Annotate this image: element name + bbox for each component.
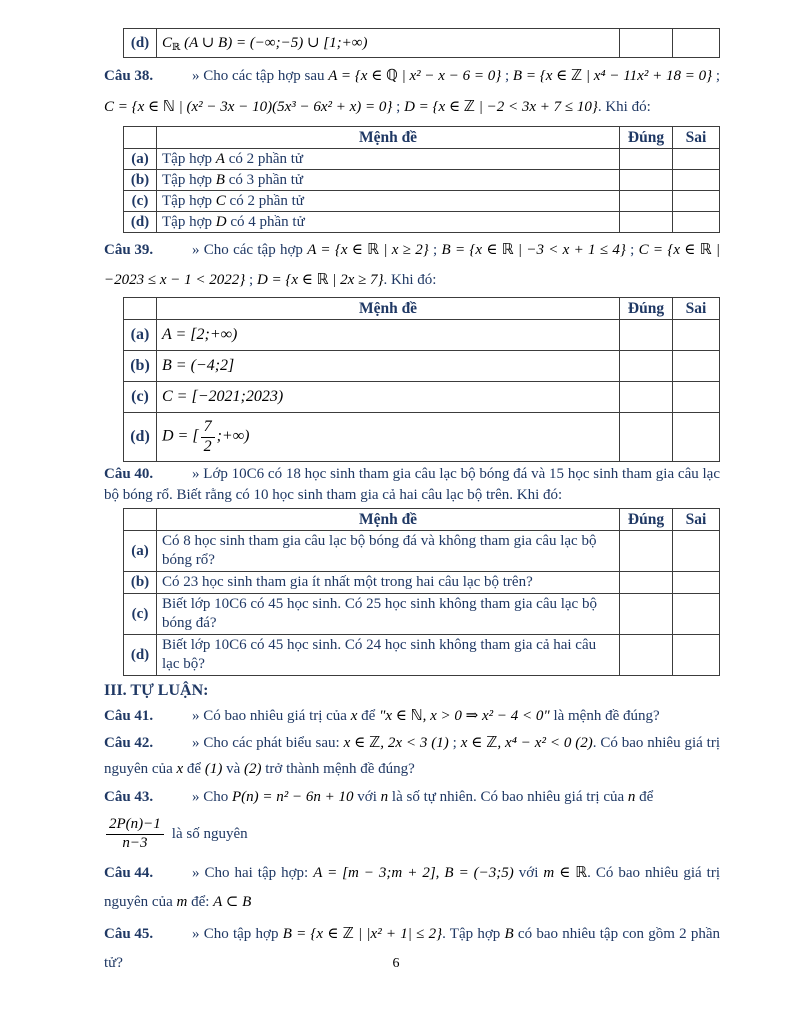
text-segment: có 2 phần tử	[225, 192, 304, 209]
table-row	[124, 572, 720, 594]
text-segment: Tập hợp	[162, 213, 216, 230]
true-cell	[620, 531, 673, 572]
true-cell	[620, 29, 673, 58]
table-row	[124, 320, 720, 351]
math-segment: C	[215, 192, 226, 209]
question-38-body	[104, 68, 720, 115]
question-44-body	[104, 865, 720, 910]
table-row	[124, 413, 720, 462]
math-segment: x	[176, 761, 184, 777]
false-cell	[673, 351, 720, 382]
text-segment: là số tự nhiên. Có bao nhiêu giá trị của	[388, 789, 628, 805]
text-segment: . Có bao nhiêu giá trị nguyên của	[104, 735, 721, 777]
math-segment: m ∈ ℝ	[543, 865, 588, 881]
math-segment: C = {x ∈ ℕ | (x² − 3x − 10)(5x³ − 6x² + x) = 0}	[104, 99, 393, 115]
statement-cell	[157, 572, 620, 594]
page-number: 6	[392, 956, 400, 971]
text-segment: ;	[448, 735, 461, 751]
math-segment: (A ∪ B) = (−∞;−5) ∪ [1;+∞)	[180, 35, 368, 51]
statement-cell	[157, 351, 620, 382]
question-41-label: Câu 41.	[104, 708, 154, 724]
table-header-row	[124, 298, 720, 320]
question-44-label: Câu 44.	[104, 865, 154, 881]
math-segment: A = {x ∈ ℚ | x² − x − 6 = 0}	[328, 68, 502, 84]
math-segment: x ∈ ℤ, x⁴ − x² < 0 (2)	[460, 735, 593, 751]
text-segment: có bao nhiêu tập con gồm 2 phần tử?	[104, 926, 721, 971]
math-segment: B = {x ∈ ℤ | |x² + 1| ≤ 2}	[282, 926, 443, 942]
question-40	[104, 464, 720, 506]
text-segment: . Tập hợp	[442, 926, 505, 942]
true-header: Đúng	[620, 298, 673, 320]
false-cell	[673, 170, 720, 191]
text-segment: » Cho tập hợp	[192, 926, 283, 942]
text-segment: để	[183, 761, 205, 777]
table-header-row	[124, 509, 720, 531]
text-segment: » Cho các tập hợp sau	[192, 68, 329, 84]
statement-cell	[157, 413, 620, 462]
statement-cell	[157, 594, 620, 635]
text-segment: là mệnh đề đúng?	[549, 708, 660, 724]
statement-header: Mệnh đề	[157, 509, 620, 531]
text-segment: ;	[392, 99, 405, 115]
false-cell	[673, 531, 720, 572]
question-43	[104, 785, 720, 809]
true-cell	[620, 594, 673, 635]
partial-answer-table	[123, 28, 720, 58]
statement-cell	[157, 382, 620, 413]
false-cell	[673, 572, 720, 594]
text-segment: để	[357, 708, 380, 724]
math-segment: D = {x ∈ ℤ | −2 < 3x + 7 ≤ 10}	[404, 99, 598, 115]
true-header: Đúng	[620, 509, 673, 531]
row-letter: (c)	[124, 191, 157, 212]
statement-cell	[157, 320, 620, 351]
row-letter: (d)	[124, 635, 157, 676]
math-segment: A = [m − 3;m + 2], B = (−3;5)	[313, 865, 514, 881]
text-segment: Tập hợp	[162, 171, 216, 188]
text-segment: ;	[501, 68, 513, 84]
answer-table-39	[123, 297, 720, 462]
text-segment: Tập hợp	[162, 150, 216, 167]
text-segment: để	[635, 789, 654, 805]
statement-cell	[157, 29, 620, 58]
true-cell	[620, 191, 673, 212]
row-letter: (d)	[124, 212, 157, 233]
math-segment: B = {x ∈ ℤ | x⁴ − 11x² + 18 = 0}	[512, 68, 713, 84]
math-segment: (2)	[244, 761, 262, 777]
true-cell	[620, 351, 673, 382]
text-segment: ;	[245, 272, 257, 288]
true-cell	[620, 635, 673, 676]
math-segment: n	[380, 789, 389, 805]
text-segment: Có 23 học sinh tham gia ít nhất một trong hai câu lạc bộ trên?	[162, 574, 533, 590]
text-segment: với	[513, 865, 544, 881]
math-subscript: ℝ	[172, 42, 181, 53]
math-segment: x	[350, 708, 358, 724]
text-segment: » Cho	[192, 789, 233, 805]
text-segment: » Cho các tập hợp	[192, 242, 308, 258]
letter-header	[124, 127, 157, 149]
true-cell	[620, 212, 673, 233]
math-segment: D = [	[162, 427, 199, 445]
statement-cell	[157, 212, 620, 233]
question-42-label: Câu 42.	[104, 735, 154, 751]
math-segment: x ∈ ℤ, 2x < 3 (1)	[343, 735, 449, 751]
math-segment: A	[215, 150, 225, 167]
question-42	[104, 730, 720, 782]
math-segment: B	[215, 171, 225, 188]
table-row	[124, 149, 720, 170]
row-letter: (d)	[124, 29, 157, 58]
text-segment: Biết lớp 10C6 có 45 học sinh. Có 24 học sinh không tham gia cả hai câu lạc bộ?	[162, 637, 597, 672]
false-header: Sai	[673, 509, 720, 531]
question-39-label: Câu 39.	[104, 242, 154, 258]
true-cell	[620, 320, 673, 351]
table-header-row	[124, 127, 720, 149]
false-header: Sai	[673, 298, 720, 320]
row-letter: (c)	[124, 382, 157, 413]
math-segment: C = [−2021;2023)	[162, 388, 284, 405]
row-letter: (a)	[124, 531, 157, 572]
true-cell	[620, 382, 673, 413]
row-letter: (a)	[124, 149, 157, 170]
question-38	[104, 61, 720, 123]
table-row	[124, 212, 720, 233]
text-segment: Có 8 học sinh tham gia câu lạc bộ bóng đá và không tham gia câu lạc bộ bóng rổ?	[162, 533, 597, 568]
math-segment: D = {x ∈ ℝ | 2x ≥ 7}	[256, 272, 384, 288]
math-segment: A = [2;+∞)	[162, 326, 238, 343]
question-43-body	[192, 789, 653, 805]
fraction: $\frac{2P(n)-1}{n-3}$	[106, 816, 164, 852]
text-segment: » Có bao nhiêu giá trị của	[192, 708, 351, 724]
question-44	[104, 859, 720, 917]
table-row	[124, 594, 720, 635]
text-segment: » Cho các phát biểu sau:	[192, 735, 344, 751]
math-segment: (1)	[204, 761, 223, 777]
answer-table-38	[123, 126, 720, 233]
math-segment: B	[504, 926, 514, 942]
math-segment: C	[162, 35, 173, 51]
text-segment: với	[353, 789, 381, 805]
table-row	[124, 29, 720, 58]
question-40-label: Câu 40.	[104, 466, 154, 482]
question-40-body	[104, 466, 720, 503]
text-segment: . Có bao nhiêu giá trị nguyên của	[104, 865, 720, 910]
row-letter: (b)	[124, 572, 157, 594]
row-letter: (c)	[124, 594, 157, 635]
false-cell	[673, 29, 720, 58]
text-segment: » Cho hai tập hợp:	[192, 865, 314, 881]
text-segment: ;	[428, 242, 442, 258]
letter-header	[124, 298, 157, 320]
table-row	[124, 170, 720, 191]
letter-header	[124, 509, 157, 531]
true-cell	[620, 170, 673, 191]
question-43-continued	[104, 812, 720, 856]
question-43-label: Câu 43.	[104, 789, 154, 805]
text-segment: có 4 phần tử	[226, 213, 305, 230]
math-segment: B = {x ∈ ℝ | −3 < x + 1 ≤ 4}	[441, 242, 626, 258]
math-segment: n	[627, 789, 636, 805]
text-segment: . Khi đó:	[383, 272, 437, 288]
text-segment: Biết lớp 10C6 có 45 học sinh. Có 25 học sinh không tham gia câu lạc bộ bóng đá?	[162, 596, 597, 631]
question-42-body	[104, 735, 720, 777]
text-segment: ;	[712, 68, 721, 84]
math-segment: m	[176, 894, 188, 910]
question-41	[104, 704, 720, 728]
question-39	[104, 235, 720, 295]
row-letter: (a)	[124, 320, 157, 351]
answer-table-40	[123, 508, 720, 676]
text-segment: Tập hợp	[162, 192, 216, 209]
text-segment: ;	[625, 242, 639, 258]
math-segment: D	[215, 213, 227, 230]
question-39-body	[104, 242, 720, 288]
section-heading-tu-luan: III. TỰ LUẬN:	[104, 682, 209, 699]
text-segment: có 3 phần tử	[224, 171, 304, 188]
statement-cell	[157, 149, 620, 170]
text-segment: là số nguyên	[171, 826, 248, 842]
table-row	[124, 382, 720, 413]
question-45-label: Câu 45.	[104, 926, 154, 942]
math-segment: A = {x ∈ ℝ | x ≥ 2}	[307, 242, 429, 258]
math-segment: "x ∈ ℕ, x > 0 ⇒ x² − 4 < 0"	[379, 708, 550, 724]
true-cell	[620, 149, 673, 170]
text-segment: để:	[187, 894, 214, 910]
false-cell	[673, 320, 720, 351]
math-segment: P(n) = n² − 6n + 10	[232, 789, 354, 805]
false-cell	[673, 382, 720, 413]
true-cell	[620, 413, 673, 462]
math-segment: C = {x ∈ ℝ | −2023 ≤ x − 1 < 2022}	[104, 242, 720, 288]
text-segment: và	[222, 761, 244, 777]
text-segment: trở thành mệnh đề đúng?	[261, 761, 415, 777]
math-segment: A ⊂ B	[213, 894, 252, 910]
text-segment: » Lớp 10C6 có 18 học sinh tham gia câu lạc bộ bóng đá và 15 học sinh tham gia câu lạc bộ bóng rổ. Biết rằng có 10 học sinh tham gia cả hai câu lạc bộ trên. Khi đó:	[104, 466, 720, 503]
false-header: Sai	[673, 127, 720, 149]
statement-cell	[157, 191, 620, 212]
false-cell	[673, 149, 720, 170]
true-cell	[620, 572, 673, 594]
row-letter: (b)	[124, 170, 157, 191]
false-cell	[673, 594, 720, 635]
true-header: Đúng	[620, 127, 673, 149]
statement-cell	[157, 531, 620, 572]
math-segment: B = (−4;2]	[162, 357, 235, 374]
question-41-body	[192, 708, 660, 724]
statement-header: Mệnh đề	[157, 127, 620, 149]
statement-cell	[157, 170, 620, 191]
table-row	[124, 191, 720, 212]
table-row	[124, 531, 720, 572]
text-segment: có 2 phần tử	[224, 150, 304, 167]
fraction: $\frac{7}{2}$	[201, 418, 215, 456]
question-38-label: Câu 38.	[104, 68, 154, 84]
math-segment: ;+∞)	[216, 427, 250, 445]
false-cell	[673, 635, 720, 676]
row-letter: (d)	[124, 413, 157, 462]
false-cell	[673, 413, 720, 462]
row-letter: (b)	[124, 351, 157, 382]
statement-cell	[157, 635, 620, 676]
statement-header: Mệnh đề	[157, 298, 620, 320]
false-cell	[673, 212, 720, 233]
text-segment: . Khi đó:	[597, 99, 651, 115]
false-cell	[673, 191, 720, 212]
table-row	[124, 351, 720, 382]
table-row	[124, 635, 720, 676]
